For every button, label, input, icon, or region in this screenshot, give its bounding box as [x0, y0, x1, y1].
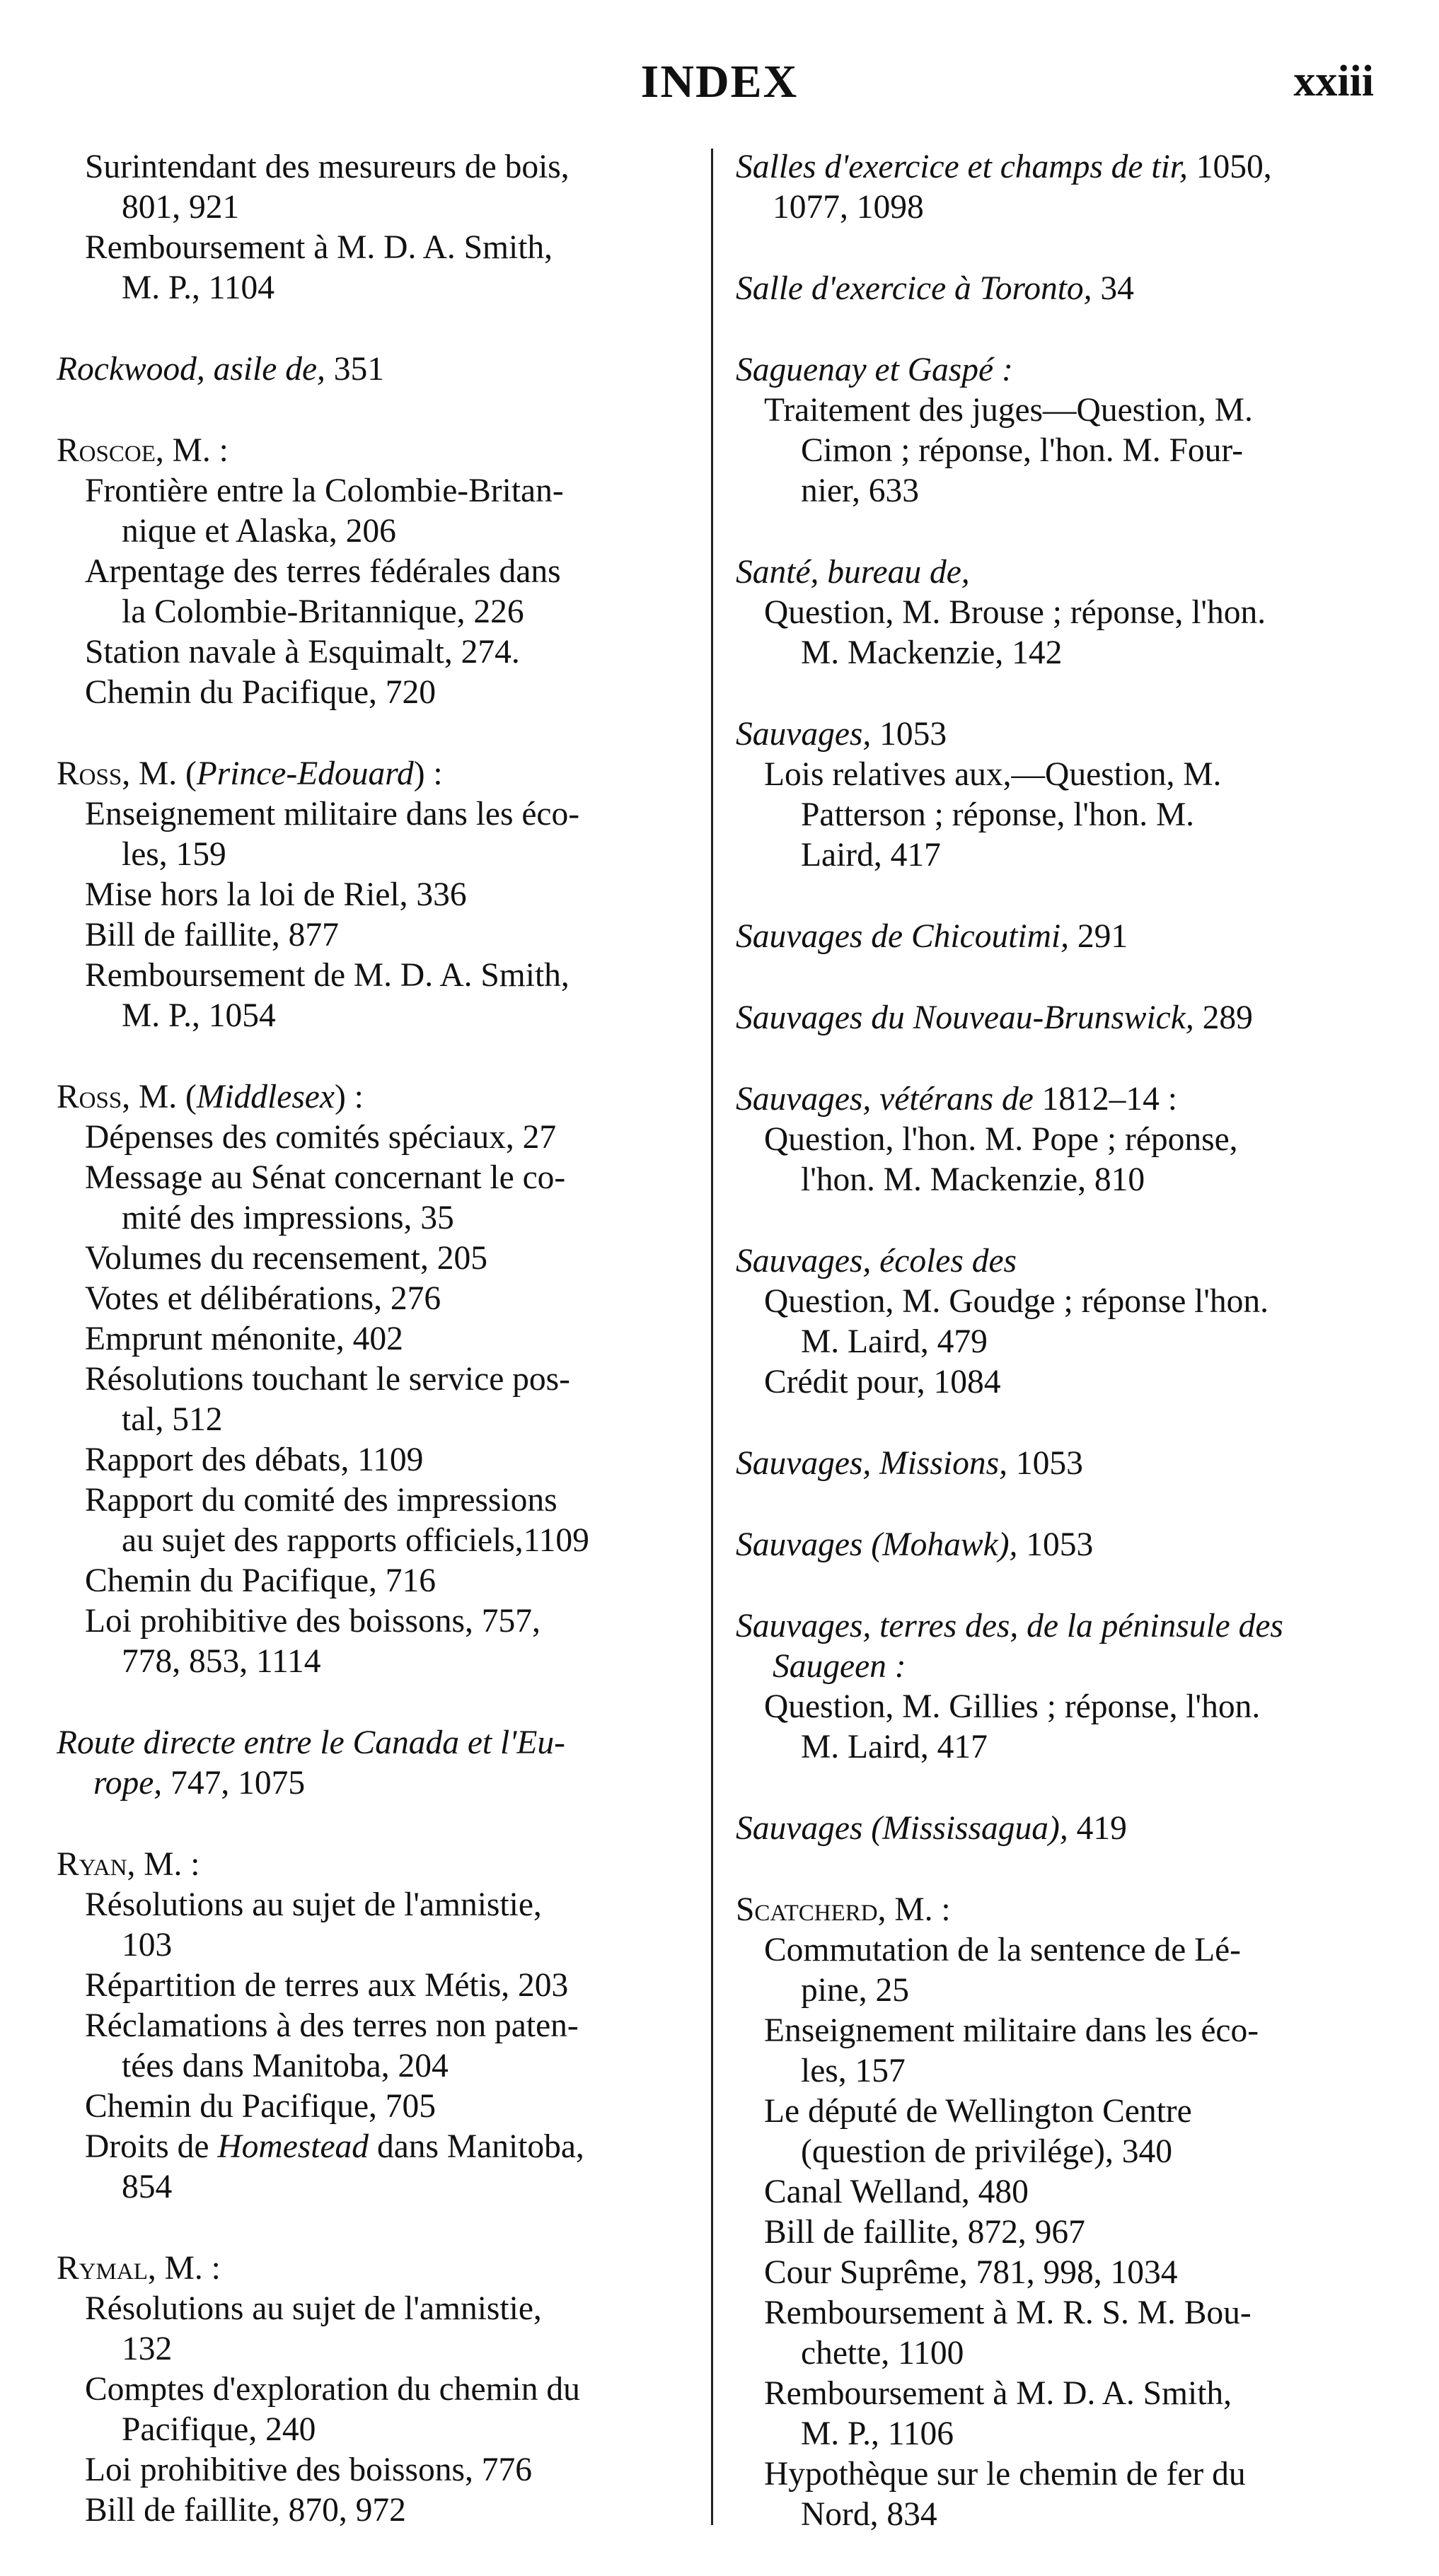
- sub-entry: [57, 552, 693, 632]
- entry-heading: Scatcherd, M. :: [736, 1891, 951, 1928]
- sub-entry: [736, 390, 1387, 511]
- sub-entry: [736, 1687, 1387, 1768]
- index-text: Hypothèque sur le chemin de fer du: [764, 2456, 1246, 2493]
- index-text: Commutation de la sentence de Lé-: [764, 1932, 1241, 1968]
- index-text: 1050,: [1196, 149, 1272, 185]
- index-entry: [57, 147, 693, 308]
- index-text: Lois relatives aux,—Question, M.: [764, 756, 1222, 793]
- sub-entry: [57, 1440, 693, 1480]
- index-text: l'hon. M. Mackenzie, 810: [801, 1161, 1145, 1198]
- index-text: Mise hors la loi de Riel, 336: [85, 876, 467, 913]
- index-entry: [736, 552, 1387, 673]
- sub-entry: [736, 2172, 1387, 2212]
- entry-heading: Santé, bureau de,: [736, 554, 970, 591]
- index-text: Frontière entre la Colombie-Britan-: [85, 472, 564, 509]
- index-text: Ross, M. (: [57, 1079, 197, 1115]
- sub-entry: [57, 1158, 693, 1238]
- sub-entry: [736, 2212, 1387, 2253]
- sub-entry: [57, 1601, 693, 1682]
- index-text: Sauvages,: [736, 716, 872, 753]
- page-ref: 291: [1077, 918, 1128, 955]
- index-text: 801, 921: [122, 189, 240, 226]
- index-text: Enseignement militaire dans les éco-: [85, 796, 580, 832]
- index-text: Sauvages (: [736, 1810, 883, 1847]
- index-text: Question, l'hon. M. Pope ; réponse,: [764, 1121, 1238, 1158]
- sub-entry: [57, 2450, 693, 2490]
- page-header: [0, 42, 1439, 113]
- sub-entry: [57, 1118, 693, 1158]
- sub-entry: [57, 2490, 693, 2531]
- index-text: Sauvages, vétérans de: [736, 1081, 1034, 1118]
- sub-entry: [736, 1120, 1387, 1200]
- index-entry: [736, 1079, 1387, 1200]
- index-text: 132: [122, 2331, 173, 2367]
- sub-entry: [57, 2127, 693, 2207]
- index-entry: [57, 1077, 693, 1682]
- page-number: xxiii: [1293, 57, 1374, 105]
- index-text: [85, 2127, 693, 2167]
- sub-entry: [57, 956, 693, 1036]
- index-entry: [57, 1845, 693, 2207]
- index-text: Crédit pour, 1084: [764, 1364, 1001, 1400]
- index-text: Le député de Wellington Centre: [764, 2093, 1192, 2130]
- index-entry: [736, 1241, 1387, 1403]
- index-text: ) :: [334, 1079, 364, 1115]
- entry-heading: Rockwood, asile de,: [57, 351, 325, 388]
- index-text: au sujet des rapports officiels,1109: [122, 1522, 589, 1559]
- entry-heading: [736, 1526, 1017, 1563]
- index-text: Cimon ; réponse, l'hon. M. Four-: [801, 432, 1244, 469]
- index-text: M. P., 1104: [122, 269, 274, 306]
- index-text: nique et Alaska, 206: [122, 513, 396, 550]
- index-text: Votes et délibérations, 276: [85, 1280, 441, 1317]
- index-text: Prince-Edouard: [196, 755, 414, 792]
- sub-entry: [57, 875, 693, 915]
- index-text: [57, 1763, 693, 1804]
- index-text: 1053: [879, 716, 947, 753]
- index-text: 1812–14 :: [1041, 1081, 1177, 1118]
- entry-heading: Rymal, M. :: [57, 2250, 221, 2287]
- sub-entry: [736, 1282, 1387, 1362]
- entry-heading: Ryan, M. :: [57, 1846, 200, 1883]
- index-entry: [736, 714, 1387, 876]
- index-text: Chemin du Pacifique, 720: [85, 674, 437, 711]
- index-text: Station navale à Esquimalt, 274.: [85, 634, 520, 671]
- sub-entry: [57, 1885, 693, 1966]
- index-text: Surintendant des mesureurs de bois,: [85, 149, 570, 185]
- sub-entry: [57, 2006, 693, 2087]
- sub-entry: [736, 2253, 1387, 2293]
- index-text: Comptes d'exploration du chemin du: [85, 2371, 580, 2408]
- index-text: tal, 512: [122, 1401, 223, 1438]
- index-text: Enseignement militaire dans les éco-: [764, 2012, 1259, 2049]
- entry-heading: Sauvages de Chicoutimi,: [736, 918, 1069, 955]
- entry-heading: Sauvages, écoles des: [736, 1243, 1017, 1280]
- right-column: [736, 147, 1387, 2576]
- sub-entry: [57, 915, 693, 956]
- index-text: Loi prohibitive des boissons, 757,: [85, 1603, 541, 1640]
- page-ref: 419: [1076, 1810, 1127, 1847]
- sub-entry: [57, 2087, 693, 2127]
- index-text: Message au Sénat concernant le co-: [85, 1159, 566, 1196]
- index-text: Réclamations à des terres non paten-: [85, 2007, 579, 2044]
- entry-heading: Saguenay et Gaspé :: [736, 352, 1013, 388]
- sub-entry: [736, 2011, 1387, 2091]
- column-divider: [711, 149, 713, 2525]
- page-ref: 351: [333, 351, 385, 388]
- sub-entry: [57, 1480, 693, 1561]
- index-entry: [736, 1444, 1387, 1484]
- sub-entry: [57, 2289, 693, 2369]
- sub-entry: [57, 471, 693, 552]
- index-entry: [736, 350, 1387, 511]
- index-text: Middlesex: [196, 1079, 335, 1115]
- index-text: Question, M. Brouse ; réponse, l'hon.: [764, 594, 1266, 631]
- index-entry: [57, 2249, 693, 2531]
- index-text: Bill de faillite, 877: [85, 917, 339, 953]
- index-text: 854: [122, 2169, 173, 2205]
- sub-entry: [57, 1319, 693, 1359]
- index-text: Résolutions au sujet de l'amnistie,: [85, 2290, 542, 2327]
- index-text: tées dans Manitoba, 204: [122, 2048, 449, 2084]
- index-text: Ross, M. (: [57, 755, 197, 792]
- entry-heading: [57, 754, 693, 794]
- index-text: Mohawk: [882, 1526, 998, 1563]
- page-title: INDEX: [640, 56, 799, 108]
- entry-heading: [736, 147, 1387, 228]
- sub-entry: [736, 1930, 1387, 2011]
- index-text: 103: [122, 1927, 173, 1963]
- entry-heading: Salle d'exercice à Toronto,: [736, 270, 1092, 307]
- index-text: M. P., 1054: [122, 997, 276, 1034]
- index-text: Route directe entre le Canada et l'Eu-: [57, 1724, 565, 1761]
- index-text: Sauvages (: [736, 1526, 883, 1563]
- index-text: Bill de faillite, 870, 972: [85, 2492, 406, 2529]
- index-text: Nord, 834: [801, 2496, 937, 2533]
- index-text: Salles d'exercice et champs de tir,: [736, 149, 1188, 185]
- index-entry: [736, 998, 1387, 1038]
- index-entry: [736, 1525, 1387, 1565]
- index-text: Saugeen :: [773, 1648, 906, 1685]
- index-text: 778, 853, 1114: [122, 1643, 321, 1680]
- page-ref: 1053: [1015, 1445, 1083, 1482]
- index-text: Arpentage des terres fédérales dans: [85, 553, 561, 590]
- sub-entry: [57, 673, 693, 713]
- sub-entry: [57, 1359, 693, 1440]
- index-text: Chemin du Pacifique, 716: [85, 1562, 437, 1599]
- index-text: Remboursement à M. D. A. Smith,: [85, 229, 553, 266]
- index-text: Dépenses des comités spéciaux, 27: [85, 1119, 557, 1156]
- sub-entry: [736, 1362, 1387, 1403]
- index-text: M. Laird, 417: [801, 1729, 988, 1765]
- index-text: Emprunt ménonite, 402: [85, 1321, 403, 1357]
- index-text: chette, 1100: [801, 2335, 964, 2372]
- index-text: Remboursement à M. R. S. M. Bou-: [764, 2294, 1252, 2331]
- index-text: Pacifique, 240: [122, 2411, 316, 2448]
- entry-heading: [736, 1079, 1387, 1120]
- index-entry: [57, 1723, 693, 1804]
- sub-entry: [57, 794, 693, 875]
- sub-entry: [736, 593, 1387, 673]
- sub-entry: [736, 2091, 1387, 2172]
- index-text: ),: [1048, 1810, 1068, 1847]
- index-entry: [736, 917, 1387, 957]
- index-text: Rapport du comité des impressions: [85, 1482, 557, 1519]
- index-text: Homestead: [217, 2128, 369, 2165]
- sub-entry: [736, 2454, 1387, 2535]
- index-text: Laird, 417: [801, 837, 941, 874]
- index-text: Résolutions touchant le service pos-: [85, 1361, 570, 1398]
- page-ref: 289: [1202, 999, 1253, 1036]
- index-text: Bill de faillite, 872, 967: [764, 2214, 1085, 2251]
- index-text: rope,: [93, 1765, 163, 1802]
- page-ref: 747, 1075: [171, 1765, 306, 1802]
- index-text: nier, 633: [801, 472, 919, 509]
- sub-entry: [57, 1238, 693, 1279]
- index-text: mité des impressions, 35: [122, 1200, 454, 1236]
- index-text: M. P., 1106: [801, 2415, 954, 2452]
- index-text: M. Mackenzie, 142: [801, 634, 1063, 671]
- index-text: Sauvages, terres des, de la péninsule des: [736, 1608, 1283, 1644]
- index-text: ) :: [413, 755, 443, 792]
- index-text: 1077, 1098: [773, 189, 924, 226]
- entry-heading: [736, 1606, 1387, 1687]
- sub-entry: [57, 1279, 693, 1319]
- index-text: Remboursement à M. D. A. Smith,: [764, 2375, 1232, 2412]
- left-column: [57, 147, 693, 2572]
- index-text: Question, M. Gillies ; réponse, l'hon.: [764, 1688, 1261, 1725]
- sub-entry: [736, 755, 1387, 876]
- index-text: Répartition de terres aux Métis, 203: [85, 1967, 569, 2004]
- index-entry: [736, 1606, 1387, 1768]
- entry-heading: [736, 1810, 1068, 1847]
- index-entry: [736, 1890, 1387, 2535]
- sub-entry: [57, 2369, 693, 2450]
- index-text: Question, M. Goudge ; réponse l'hon.: [764, 1283, 1269, 1320]
- sub-entry: [736, 2374, 1387, 2454]
- page-ref: 34: [1100, 270, 1134, 307]
- index-text: Résolutions au sujet de l'amnistie,: [85, 1886, 542, 1923]
- page-ref: 1053: [1026, 1526, 1094, 1563]
- index-text: Traitement des juges—Question, M.: [764, 392, 1253, 429]
- index-text: Loi prohibitive des boissons, 776: [85, 2452, 532, 2488]
- index-entry: [57, 431, 693, 713]
- index-text: M. Laird, 479: [801, 1323, 988, 1360]
- index-entry: [736, 1809, 1387, 1849]
- index-text: ),: [998, 1526, 1018, 1563]
- sub-entry: [57, 147, 693, 228]
- entry-heading: [57, 1723, 693, 1804]
- index-text: Rapport des débats, 1109: [85, 1441, 424, 1478]
- index-text: Volumes du recensement, 205: [85, 1240, 488, 1277]
- entry-heading: Sauvages du Nouveau-Brunswick,: [736, 999, 1194, 1036]
- sub-entry: [57, 632, 693, 673]
- index-text: les, 159: [122, 836, 226, 873]
- index-text: Cour Suprême, 781, 998, 1034: [764, 2254, 1178, 2291]
- entry-heading: [57, 1077, 693, 1118]
- sub-entry: [736, 2293, 1387, 2374]
- index-text: Canal Welland, 480: [764, 2174, 1029, 2210]
- index-text: les, 157: [801, 2053, 906, 2089]
- sub-entry: [57, 228, 693, 308]
- index-text: (question de privilége), 340: [801, 2133, 1173, 2170]
- index-text: Remboursement de M. D. A. Smith,: [85, 957, 570, 994]
- entry-heading: Roscoe, M. :: [57, 432, 229, 469]
- index-text: Mississagua: [882, 1810, 1048, 1847]
- index-text: [736, 147, 1387, 187]
- index-text: Patterson ; réponse, l'hon. M.: [801, 796, 1195, 833]
- index-text: pine, 25: [801, 1972, 910, 2009]
- index-text: Droits de: [85, 2128, 218, 2165]
- index-entry: [57, 754, 693, 1036]
- sub-entry: [57, 1561, 693, 1601]
- index-entry: [736, 147, 1387, 228]
- index-text: dans Manitoba,: [369, 2128, 584, 2165]
- index-entry: [57, 349, 693, 390]
- entry-heading: [736, 714, 1387, 755]
- sub-entry: [57, 1966, 693, 2006]
- index-entry: [736, 269, 1387, 309]
- entry-heading: Sauvages, Missions,: [736, 1445, 1007, 1482]
- index-text: la Colombie-Britannique, 226: [122, 593, 524, 630]
- index-text: Chemin du Pacifique, 705: [85, 2088, 437, 2125]
